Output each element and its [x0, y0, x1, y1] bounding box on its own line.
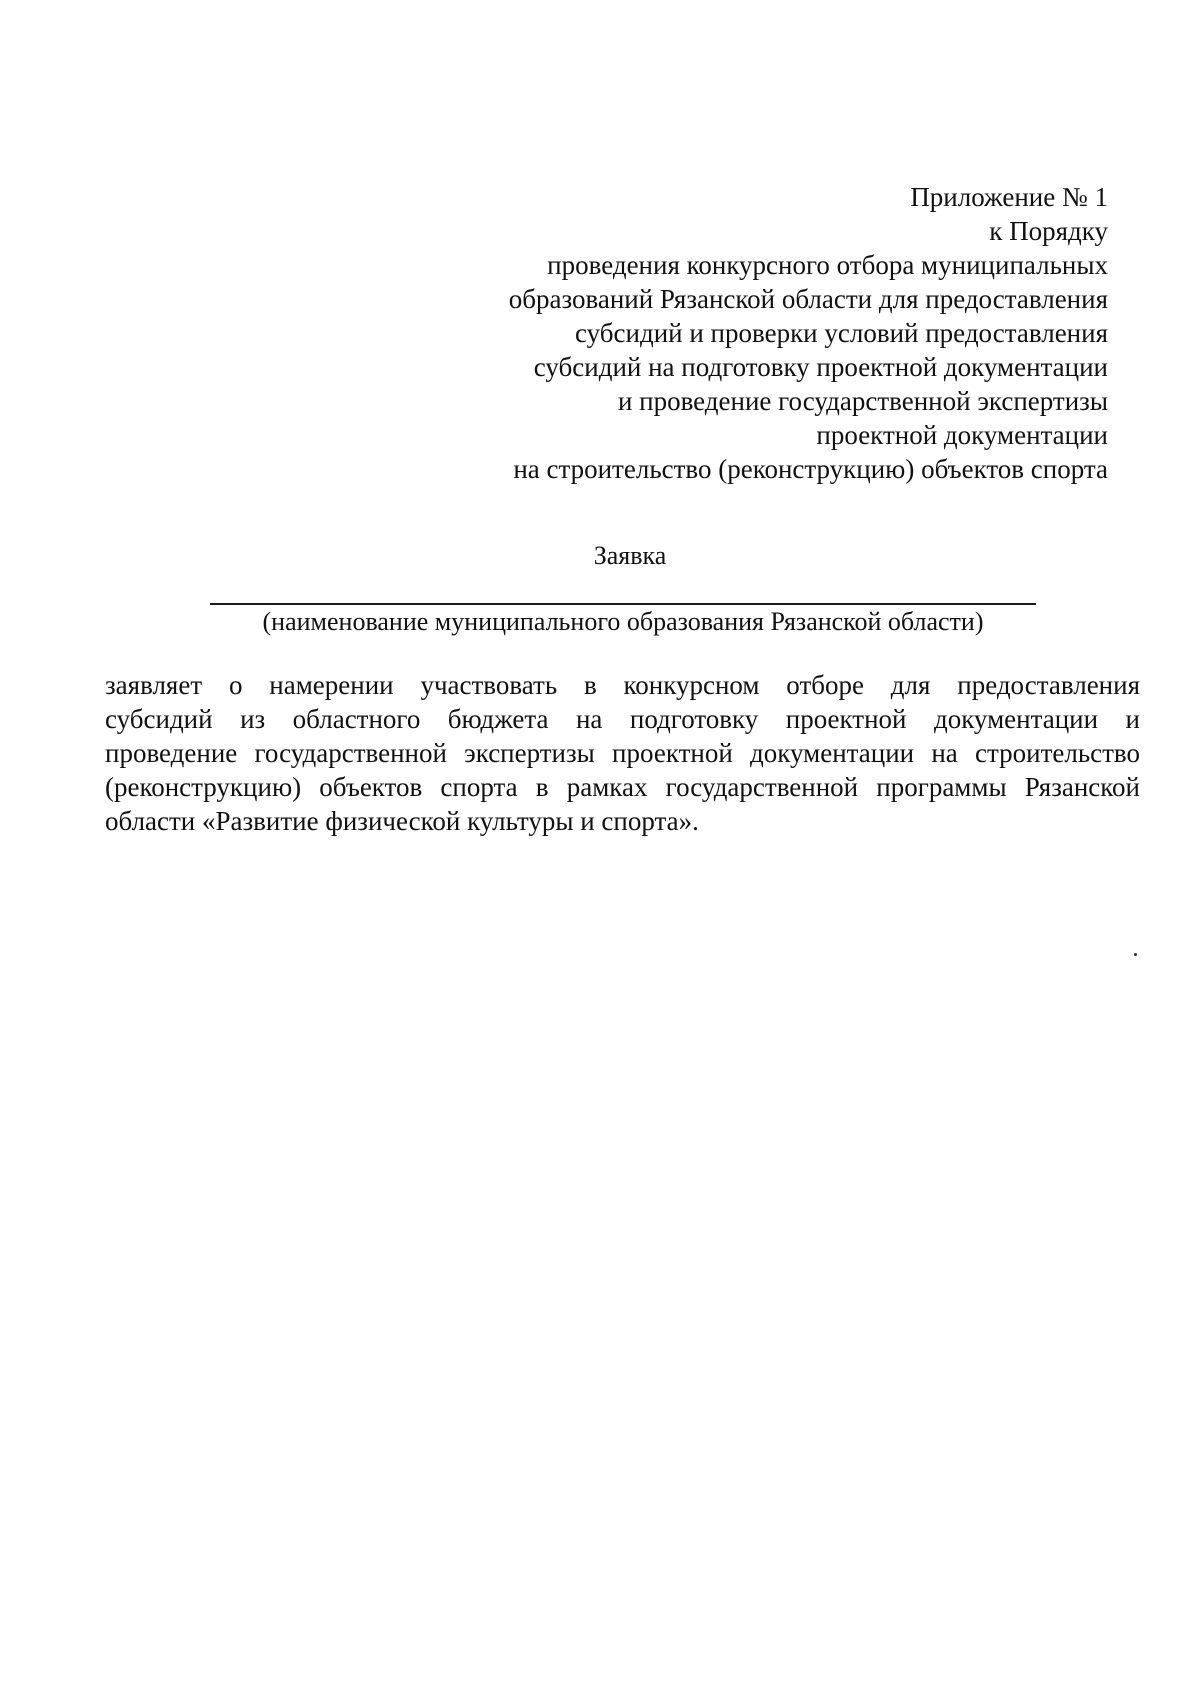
- field-caption: (наименование муниципального образования Рязанской области): [262, 607, 984, 636]
- appendix-line: на строительство (реконструкцию) объектов спорта: [513, 454, 1108, 484]
- appendix-line: субсидий на подготовку проектной документации: [533, 352, 1108, 382]
- appendix-line: субсидий и проверки условий предоставления: [575, 318, 1108, 348]
- appendix-line: к Порядку: [989, 216, 1108, 246]
- body-line: проведение государственной экспертизы проектной документации на строительство: [105, 738, 1140, 768]
- application-body: [105, 668, 1140, 838]
- body-line: области «Развитие физической культуры и спорта».: [105, 806, 699, 836]
- appendix-line: образований Рязанской области для предоставления: [508, 284, 1108, 314]
- appendix-line: проведения конкурсного отбора муниципальных: [547, 250, 1108, 280]
- scan-speck: [1134, 953, 1137, 956]
- fill-in-underline: [210, 603, 1036, 605]
- body-line: (реконструкцию) объектов спорта в рамках государственной программы Рязанской: [105, 772, 1140, 802]
- appendix-line: Приложение № 1: [910, 182, 1108, 212]
- body-line: субсидий из областного бюджета на подготовку проектной документации и: [105, 704, 1140, 734]
- appendix-line: проектной документации: [816, 420, 1108, 450]
- document-title: Заявка: [593, 541, 667, 570]
- body-line: заявляет о намерении участвовать в конкурсном отборе для предоставления: [105, 670, 1140, 700]
- appendix-line: и проведение государственной экспертизы: [617, 386, 1108, 416]
- appendix-header: [348, 180, 1108, 486]
